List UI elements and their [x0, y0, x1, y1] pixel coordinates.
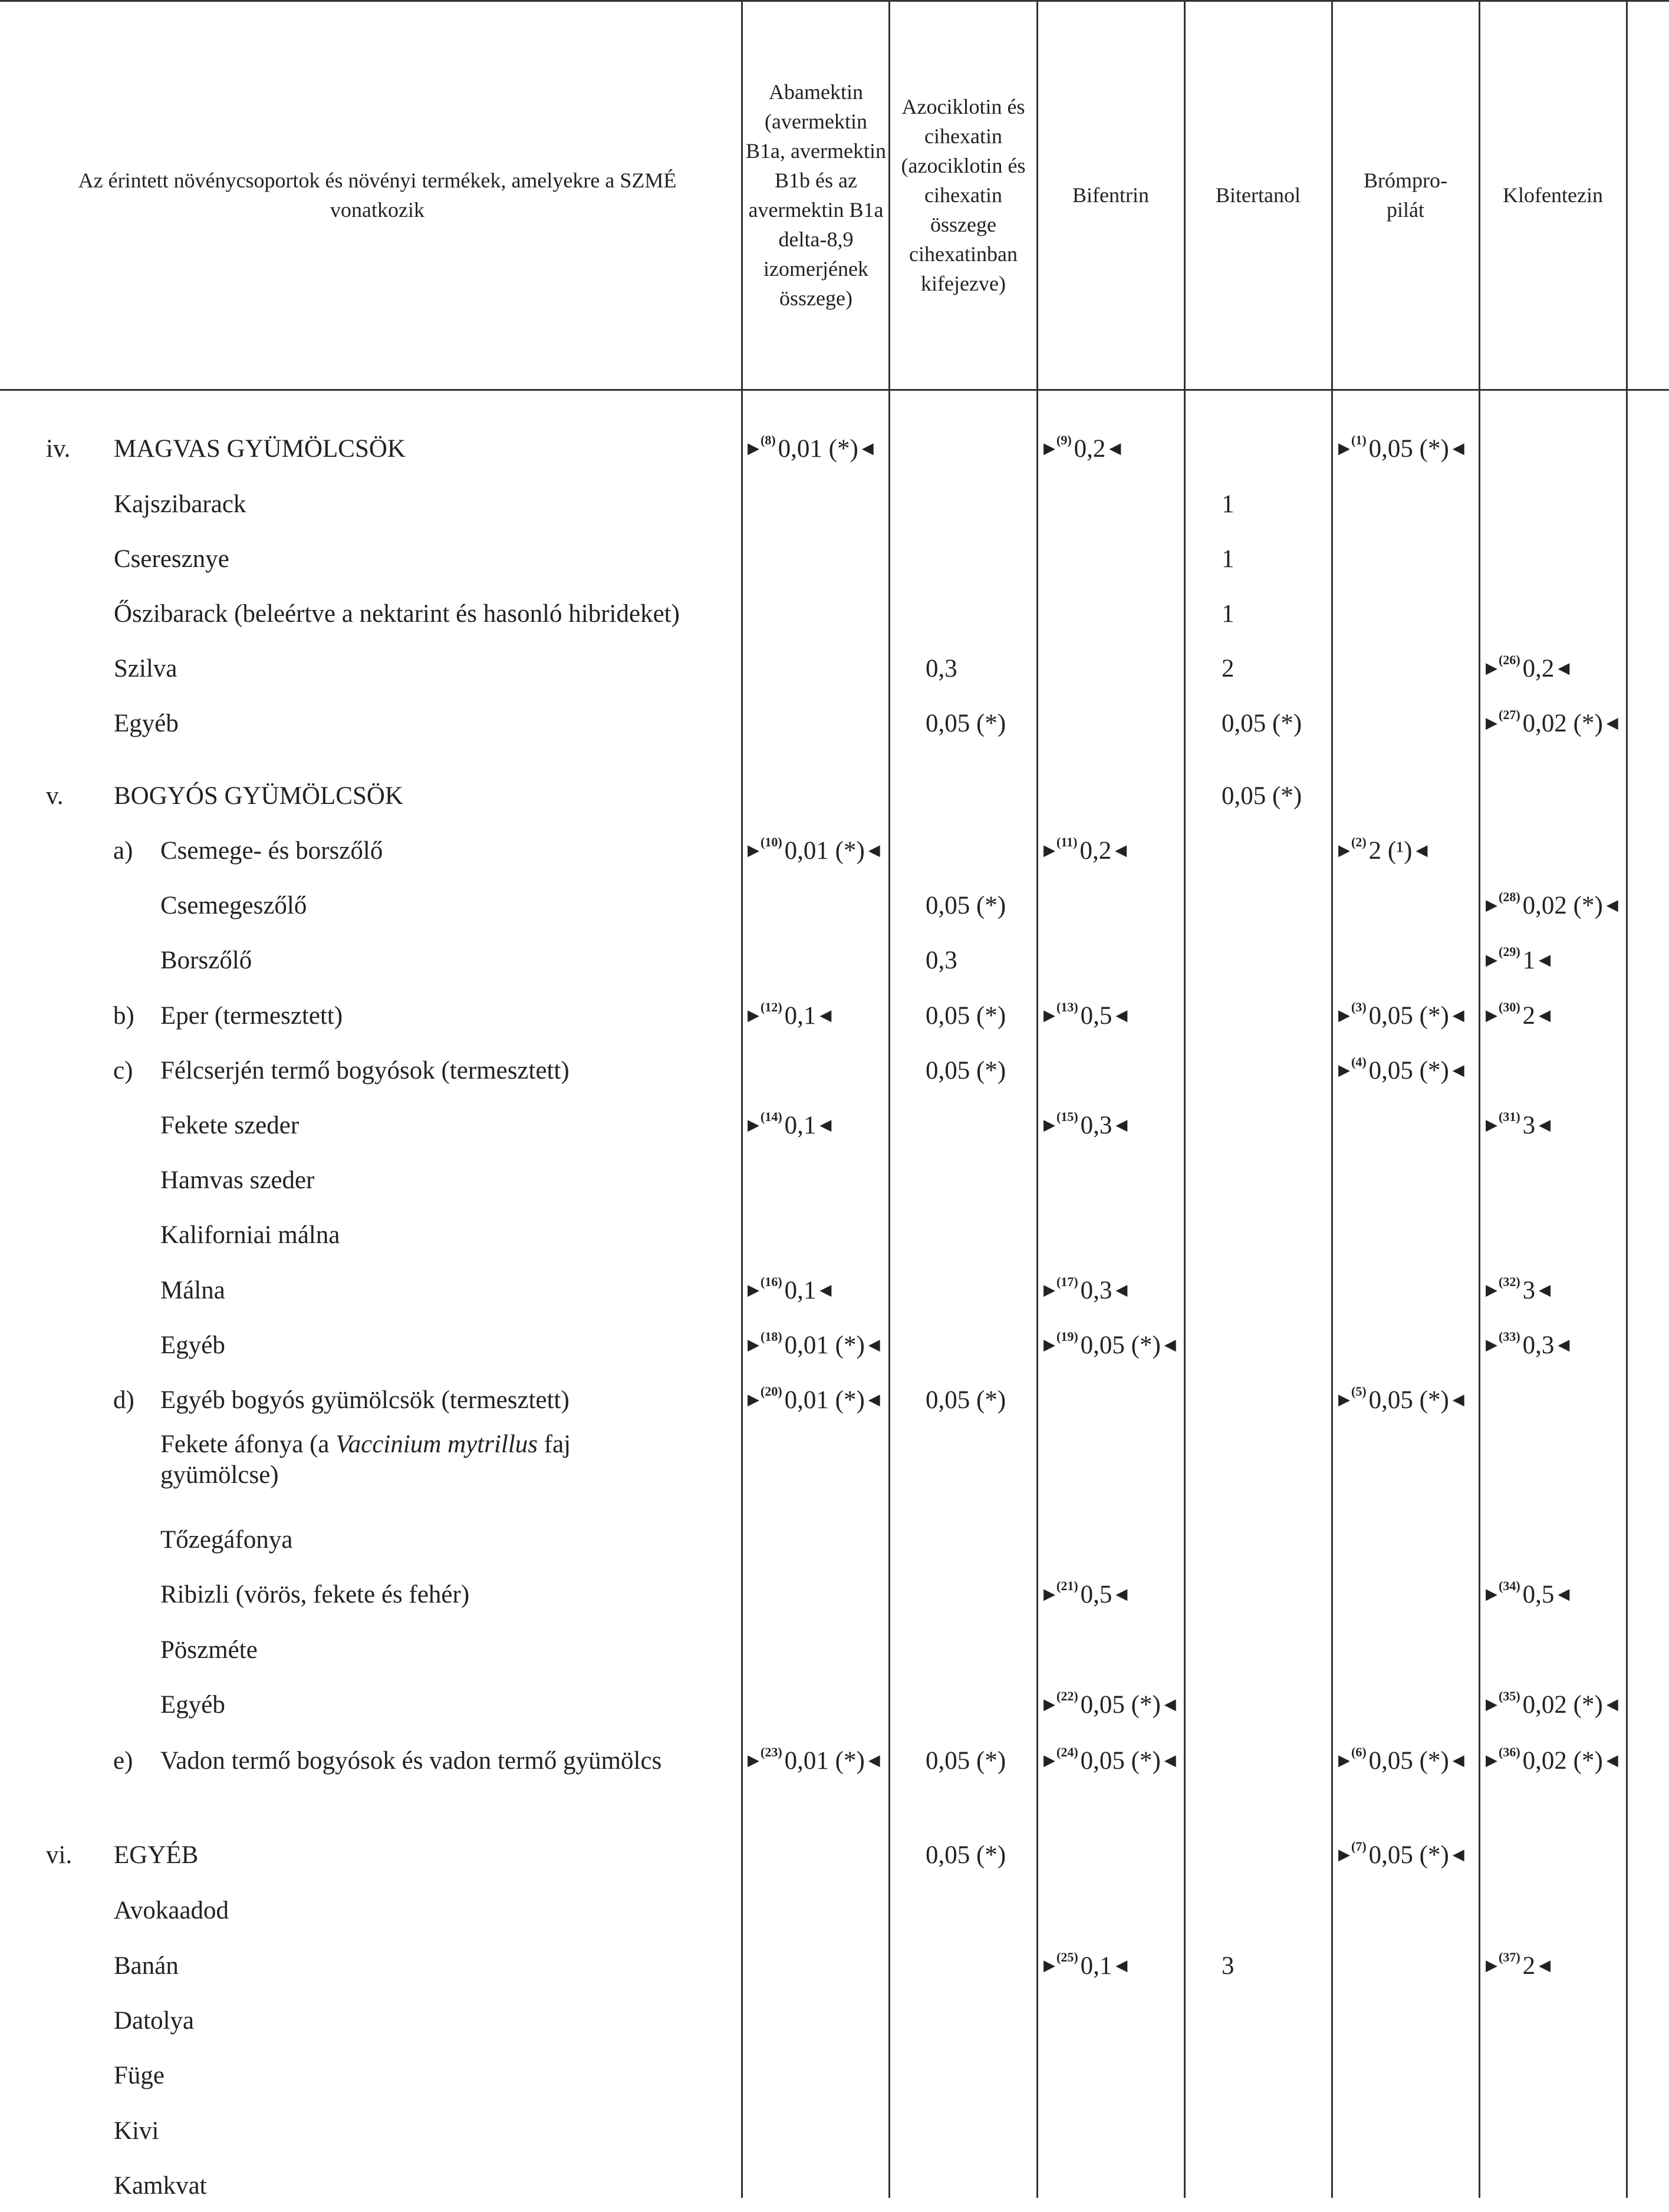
marker-end-icon: ◀ — [1115, 842, 1127, 859]
row-label: Eper (termesztett) — [160, 1001, 343, 1030]
row-number: iv. — [46, 434, 71, 463]
table-row — [0, 1568, 1669, 1621]
col-klofentezin-value — [1481, 697, 1626, 750]
residue-value: 1 — [1522, 946, 1536, 974]
row-label: Egyéb — [160, 1690, 225, 1719]
col-bitertanol-value: 1 — [1222, 490, 1235, 518]
footnote-ref: (33) — [1499, 1329, 1520, 1344]
col-bitertanol-value: 1 — [1222, 599, 1235, 628]
footnote-ref: (37) — [1499, 1950, 1520, 1964]
marker-start-icon: ▶ — [1338, 1391, 1350, 1408]
row-label: Kajszibarack — [114, 490, 246, 518]
marker-end-icon: ◀ — [1452, 1007, 1464, 1024]
col-azociklotin-value: 0,05 (*) — [926, 891, 1006, 919]
col-azociklotin-value: 0,05 (*) — [926, 709, 1006, 737]
residue-value: 0,02 (*) — [1522, 1690, 1603, 1719]
marker-start-icon: ▶ — [1486, 1585, 1497, 1603]
residue-value: 0,01 (*) — [784, 1331, 865, 1359]
footnote-ref: (28) — [1499, 889, 1520, 904]
residue-value: 0,01 (*) — [784, 1746, 865, 1775]
marker-start-icon: ▶ — [1486, 660, 1497, 677]
marker-end-icon: ◀ — [1558, 1336, 1570, 1353]
residue-value: 0,05 (*) — [1368, 1001, 1449, 1030]
row-label: Szilva — [114, 654, 177, 683]
col-azociklotin-value: 0,05 (*) — [926, 1386, 1006, 1414]
table-row — [0, 1428, 1669, 1492]
marker-start-icon: ▶ — [1338, 842, 1350, 859]
col-brompropilat-value — [1334, 422, 1479, 475]
marker-end-icon: ◀ — [1164, 1752, 1176, 1769]
row-label: Tőzegáfonya — [160, 1525, 293, 1554]
col-klofentezin-value — [1481, 1939, 1626, 1992]
table-row — [0, 1373, 1669, 1426]
col-abamektin-value — [743, 824, 888, 877]
footnote-ref: (17) — [1056, 1274, 1078, 1289]
col-abamektin-value — [743, 989, 888, 1042]
footnote-ref: (3) — [1351, 1000, 1367, 1014]
residue-value: 0,1 — [784, 1111, 817, 1139]
footnote-ref: (23) — [761, 1745, 782, 1759]
col-klofentezin-value — [1481, 1678, 1626, 1731]
footnote-ref: (2) — [1351, 835, 1367, 849]
col-brompropilat-value — [1334, 989, 1479, 1042]
marker-end-icon: ◀ — [1115, 1957, 1128, 1974]
col-klofentezin-value — [1481, 989, 1626, 1042]
footnote-ref: (8) — [761, 433, 776, 447]
marker-start-icon: ▶ — [1338, 1752, 1350, 1769]
col-bifentrin-value — [1039, 1264, 1184, 1317]
table-row — [0, 1318, 1669, 1372]
marker-end-icon: ◀ — [1164, 1696, 1176, 1713]
col-klofentezin-value — [1481, 642, 1626, 695]
table-row — [0, 769, 1669, 822]
table-row — [0, 1994, 1669, 2047]
col-azociklotin-value: 0,05 (*) — [926, 1001, 1006, 1030]
residue-value: 0,3 — [1522, 1331, 1555, 1359]
row-label: Avokaadod — [114, 1896, 229, 1924]
row-label: Kaliforniai málna — [160, 1221, 340, 1249]
marker-end-icon: ◀ — [1606, 1752, 1618, 1769]
col-bitertanol-value: 3 — [1222, 1951, 1235, 1980]
col-brompropilat-value — [1334, 1373, 1479, 1426]
marker-start-icon: ▶ — [1043, 1116, 1055, 1133]
marker-start-icon: ▶ — [748, 1391, 759, 1408]
col-bifentrin-value — [1039, 1734, 1184, 1787]
header-klofentezin — [1481, 0, 1625, 390]
row-label: Ribizli (vörös, fekete és fehér) — [160, 1580, 470, 1608]
table-row — [0, 1099, 1669, 1152]
footnote-ref: (20) — [761, 1384, 782, 1399]
row-label: Málna — [160, 1276, 225, 1304]
footnote-ref: (16) — [761, 1274, 782, 1289]
marker-start-icon: ▶ — [748, 1007, 759, 1024]
marker-end-icon: ◀ — [1452, 1846, 1464, 1863]
footnote-ref: (18) — [761, 1329, 782, 1344]
header-bifentrin-text: Bifentrin — [1072, 183, 1149, 207]
marker-end-icon: ◀ — [1115, 1281, 1128, 1298]
marker-end-icon: ◀ — [1558, 660, 1570, 677]
footnote-ref: (15) — [1056, 1109, 1078, 1124]
residue-value: 0,2 — [1079, 836, 1112, 865]
col-bitertanol-value: 1 — [1222, 545, 1235, 573]
table-row — [0, 989, 1669, 1042]
col-azociklotin-value: 0,3 — [926, 654, 957, 683]
footnote-ref: (31) — [1499, 1109, 1520, 1124]
residue-value: 2 — [1522, 1001, 1536, 1030]
footnote-ref: (36) — [1499, 1745, 1520, 1759]
header-bitertanol — [1186, 0, 1330, 390]
marker-end-icon: ◀ — [1115, 1585, 1128, 1603]
marker-start-icon: ▶ — [1486, 1116, 1497, 1133]
row-label: Kivi — [114, 2117, 159, 2145]
table-row — [0, 2104, 1669, 2157]
marker-end-icon: ◀ — [1539, 1281, 1551, 1298]
marker-end-icon: ◀ — [819, 1281, 832, 1298]
row-sub-letter: b) — [113, 1001, 134, 1030]
table-row — [0, 1828, 1669, 1881]
footnote-ref: (7) — [1351, 1839, 1367, 1854]
marker-end-icon: ◀ — [1606, 714, 1618, 731]
table-row — [0, 1734, 1669, 1787]
header-products-text: Az érintett növénycsoportok és növényi termékek, amelyekre a SZMÉ vonatkozik — [78, 169, 677, 222]
col-klofentezin-value — [1481, 1264, 1626, 1317]
residue-value: 0,05 (*) — [1368, 1056, 1449, 1084]
col-azociklotin-value: 0,3 — [926, 946, 957, 974]
row-label: Félcserjén termő bogyósok (termesztett) — [160, 1056, 569, 1084]
table-row — [0, 1208, 1669, 1261]
marker-start-icon: ▶ — [748, 842, 759, 859]
marker-start-icon: ▶ — [1486, 1696, 1497, 1713]
residue-value: 0,05 (*) — [1368, 434, 1449, 463]
row-label: Őszibarack (beleértve a nektarint és hasonló hibrideket) — [114, 599, 680, 628]
marker-end-icon: ◀ — [868, 1336, 880, 1353]
marker-start-icon: ▶ — [748, 1116, 759, 1133]
col-bifentrin-value — [1039, 989, 1184, 1042]
residue-value: 0,3 — [1080, 1276, 1112, 1304]
footnote-ref: (1) — [1351, 433, 1367, 447]
header-azociklotin — [891, 0, 1035, 390]
marker-end-icon: ◀ — [1164, 1336, 1176, 1353]
row-label: Cseresznye — [114, 545, 229, 573]
col-bifentrin-value — [1039, 1678, 1184, 1731]
col-brompropilat-value — [1334, 1044, 1479, 1097]
table-row — [0, 642, 1669, 695]
marker-start-icon: ▶ — [1043, 1336, 1055, 1353]
col-brompropilat-value — [1334, 1734, 1479, 1787]
col-bifentrin-value — [1039, 422, 1184, 475]
residue-value: 3 — [1522, 1276, 1536, 1304]
footnote-ref: (21) — [1056, 1578, 1078, 1593]
residue-value: 0,01 (*) — [784, 1386, 865, 1414]
marker-start-icon: ▶ — [748, 440, 759, 457]
row-label-text: Fekete áfonya (a Vaccinium mytrillus faj gyümölcse) — [160, 1430, 571, 1489]
species-name: Vaccinium mytrillus — [335, 1430, 538, 1458]
footnote-ref: (35) — [1499, 1689, 1520, 1703]
table-row — [0, 587, 1669, 640]
residue-value: 0,05 (*) — [1368, 1746, 1449, 1775]
row-sub-letter: d) — [113, 1386, 134, 1414]
marker-start-icon: ▶ — [748, 1336, 759, 1353]
col-abamektin-value — [743, 1099, 888, 1152]
residue-value: 0,1 — [784, 1276, 817, 1304]
residue-value: 0,1 — [784, 1001, 817, 1030]
header-brompropilat-text: Brómpro-pilát — [1364, 169, 1447, 222]
marker-end-icon: ◀ — [868, 1391, 880, 1408]
row-label: Vadon termő bogyósok és vadon termő gyümölcs — [160, 1746, 662, 1775]
col-brompropilat-value — [1334, 824, 1479, 877]
marker-start-icon: ▶ — [1338, 440, 1350, 457]
table-row — [0, 1153, 1669, 1206]
footnote-ref: (30) — [1499, 1000, 1520, 1014]
footnote-ref: (10) — [761, 835, 782, 849]
row-label: BOGYÓS GYÜMÖLCSÖK — [114, 782, 403, 810]
footnote-ref: (12) — [761, 1000, 782, 1014]
marker-start-icon: ▶ — [1486, 1281, 1497, 1298]
table-row — [0, 477, 1669, 530]
col-azociklotin-value: 0,05 (*) — [926, 1746, 1006, 1775]
footnote-ref: (26) — [1499, 652, 1520, 667]
marker-start-icon: ▶ — [1486, 714, 1497, 731]
marker-end-icon: ◀ — [819, 1116, 832, 1133]
residue-value: 2 — [1522, 1951, 1536, 1980]
marker-end-icon: ◀ — [868, 842, 880, 859]
footnote-ref: (24) — [1056, 1745, 1078, 1759]
row-label: Egyéb — [114, 709, 179, 737]
residue-value: 3 — [1522, 1111, 1536, 1139]
col-klofentezin-value — [1481, 1568, 1626, 1621]
table-row — [0, 1623, 1669, 1676]
residue-value: 0,3 — [1080, 1111, 1112, 1139]
marker-end-icon: ◀ — [819, 1007, 832, 1024]
footnote-ref: (4) — [1351, 1054, 1367, 1069]
marker-start-icon: ▶ — [1043, 1007, 1055, 1024]
table-row — [0, 422, 1669, 475]
col-bifentrin-value — [1039, 1568, 1184, 1621]
residue-value: 0,2 — [1074, 434, 1106, 463]
table-row — [0, 824, 1669, 877]
row-label: Füge — [114, 2061, 164, 2089]
footnote-ref: (9) — [1056, 433, 1072, 447]
marker-start-icon: ▶ — [1043, 1752, 1055, 1769]
marker-end-icon: ◀ — [1115, 1116, 1128, 1133]
row-label: Csemegeszőlő — [160, 891, 307, 919]
header-azociklotin-text: Azociklotin és cihexatin (azociklotin és cihexatin összege cihexatinban kifejezve) — [901, 95, 1026, 295]
marker-end-icon: ◀ — [1539, 1116, 1551, 1133]
footnote-ref: (6) — [1351, 1745, 1367, 1759]
table-row — [0, 1513, 1669, 1566]
marker-start-icon: ▶ — [1043, 1696, 1055, 1713]
col-klofentezin-value — [1481, 1099, 1626, 1152]
row-sub-letter: a) — [113, 836, 133, 865]
marker-end-icon: ◀ — [1452, 1062, 1464, 1079]
col-abamektin-value — [743, 422, 888, 475]
header-abamektin — [744, 0, 888, 390]
header-bifentrin — [1039, 0, 1183, 390]
row-label: Kamkvat — [114, 2171, 207, 2200]
residue-value: 2 (¹) — [1368, 836, 1413, 865]
marker-start-icon: ▶ — [1043, 1957, 1055, 1974]
row-label: Egyéb — [160, 1331, 225, 1359]
row-label — [160, 1428, 632, 1492]
col-bitertanol-value: 0,05 (*) — [1222, 709, 1302, 737]
row-label: Egyéb bogyós gyümölcsök (termesztett) — [160, 1386, 569, 1414]
footnote-ref: (22) — [1056, 1689, 1078, 1703]
marker-start-icon: ▶ — [1486, 951, 1497, 968]
footnote-ref: (5) — [1351, 1384, 1367, 1399]
marker-end-icon: ◀ — [1109, 440, 1121, 457]
residue-value: 0,05 (*) — [1368, 1841, 1449, 1869]
row-label: Csemege- és borszőlő — [160, 836, 383, 865]
marker-end-icon: ◀ — [1452, 1391, 1464, 1408]
row-label: Fekete szeder — [160, 1111, 299, 1139]
marker-start-icon: ▶ — [1043, 440, 1055, 457]
marker-end-icon: ◀ — [1606, 896, 1618, 914]
col-abamektin-value — [743, 1734, 888, 1787]
residue-value: 0,05 (*) — [1368, 1386, 1449, 1414]
row-label: EGYÉB — [114, 1841, 199, 1869]
col-bitertanol-value: 0,05 (*) — [1222, 782, 1302, 810]
marker-start-icon: ▶ — [1043, 1585, 1055, 1603]
footnote-ref: (34) — [1499, 1578, 1520, 1593]
row-label: Borszőlő — [160, 946, 252, 974]
residue-value: 0,02 (*) — [1522, 709, 1603, 737]
header-bitertanol-text: Bitertanol — [1216, 183, 1301, 207]
table-row — [0, 2159, 1669, 2212]
footnote-ref: (25) — [1056, 1950, 1078, 1964]
col-azociklotin-value: 0,05 (*) — [926, 1056, 1006, 1084]
residue-value: 0,05 (*) — [1080, 1746, 1161, 1775]
col-klofentezin-value — [1481, 1734, 1626, 1787]
marker-end-icon: ◀ — [1539, 1007, 1551, 1024]
marker-end-icon: ◀ — [1539, 951, 1551, 968]
table-row — [0, 2049, 1669, 2102]
table-row — [0, 1044, 1669, 1097]
marker-end-icon: ◀ — [1115, 1007, 1128, 1024]
marker-end-icon: ◀ — [861, 440, 874, 457]
marker-start-icon: ▶ — [1043, 1281, 1055, 1298]
marker-start-icon: ▶ — [748, 1281, 759, 1298]
marker-start-icon: ▶ — [1486, 1336, 1497, 1353]
col-azociklotin-value: 0,05 (*) — [926, 1841, 1006, 1869]
residue-value: 0,05 (*) — [1080, 1690, 1161, 1719]
marker-end-icon: ◀ — [868, 1752, 880, 1769]
col-abamektin-value — [743, 1318, 888, 1372]
col-bifentrin-value — [1039, 1099, 1184, 1152]
residue-value: 0,5 — [1522, 1580, 1555, 1608]
residue-value: 0,2 — [1522, 654, 1555, 683]
col-klofentezin-value — [1481, 879, 1626, 932]
col-brompropilat-value — [1334, 1828, 1479, 1881]
marker-end-icon: ◀ — [1415, 842, 1428, 859]
marker-start-icon: ▶ — [1486, 896, 1497, 914]
footnote-ref: (11) — [1056, 835, 1078, 849]
col-abamektin-value — [743, 1373, 888, 1426]
table-row — [0, 1264, 1669, 1317]
marker-end-icon: ◀ — [1558, 1585, 1570, 1603]
marker-start-icon: ▶ — [1043, 842, 1055, 859]
col-bifentrin-value — [1039, 1939, 1184, 1992]
row-label: Pöszméte — [160, 1636, 258, 1664]
marker-start-icon: ▶ — [1338, 1846, 1350, 1863]
header-abamektin-text: Abamektin (avermektin B1a, avermektin B1b és az avermektin B1a delta-8,9 izomerjének összege) — [746, 80, 886, 310]
marker-end-icon: ◀ — [1452, 1752, 1464, 1769]
row-sub-letter: c) — [113, 1056, 133, 1084]
table-row — [0, 1884, 1669, 1937]
table-row — [0, 697, 1669, 750]
marker-end-icon: ◀ — [1539, 1957, 1551, 1974]
footnote-ref: (29) — [1499, 944, 1520, 959]
marker-start-icon: ▶ — [1486, 1007, 1497, 1024]
residue-value: 0,1 — [1080, 1951, 1112, 1980]
footnote-ref: (27) — [1499, 707, 1520, 722]
marker-start-icon: ▶ — [1486, 1957, 1497, 1974]
residue-value: 0,01 (*) — [784, 836, 865, 865]
footnote-ref: (19) — [1056, 1329, 1078, 1344]
row-label: Datolya — [114, 2006, 195, 2035]
col-bifentrin-value — [1039, 1318, 1184, 1372]
marker-start-icon: ▶ — [1486, 1752, 1497, 1769]
marker-end-icon: ◀ — [1606, 1696, 1618, 1713]
table-row — [0, 879, 1669, 932]
col-abamektin-value — [743, 1264, 888, 1317]
header-klofentezin-text: Klofentezin — [1503, 183, 1603, 207]
marker-start-icon: ▶ — [748, 1752, 759, 1769]
row-number: vi. — [46, 1841, 73, 1869]
header-products — [24, 0, 731, 390]
col-klofentezin-value — [1481, 934, 1626, 987]
row-label: MAGVAS GYÜMÖLCSÖK — [114, 434, 406, 463]
row-label: Banán — [114, 1951, 179, 1980]
footnote-ref: (13) — [1056, 1000, 1078, 1014]
marker-end-icon: ◀ — [1452, 440, 1464, 457]
table-row — [0, 934, 1669, 987]
marker-start-icon: ▶ — [1338, 1062, 1350, 1079]
residue-value: 0,05 (*) — [1080, 1331, 1161, 1359]
table-row — [0, 532, 1669, 585]
header-brompropilat — [1334, 0, 1477, 390]
residue-value: 0,01 (*) — [778, 434, 858, 463]
row-label: Hamvas szeder — [160, 1166, 315, 1194]
footnote-ref: (14) — [761, 1109, 782, 1124]
row-sub-letter: e) — [113, 1746, 133, 1775]
footnote-ref: (32) — [1499, 1274, 1520, 1289]
residue-value: 0,02 (*) — [1522, 891, 1603, 919]
row-number: v. — [46, 782, 64, 810]
residue-value: 0,5 — [1080, 1001, 1112, 1030]
col-bitertanol-value: 2 — [1222, 654, 1235, 683]
table-row — [0, 1939, 1669, 1992]
residue-value: 0,5 — [1080, 1580, 1112, 1608]
col-bifentrin-value — [1039, 824, 1184, 877]
col-klofentezin-value — [1481, 1318, 1626, 1372]
table-row — [0, 1678, 1669, 1731]
residue-value: 0,02 (*) — [1522, 1746, 1603, 1775]
marker-start-icon: ▶ — [1338, 1007, 1350, 1024]
